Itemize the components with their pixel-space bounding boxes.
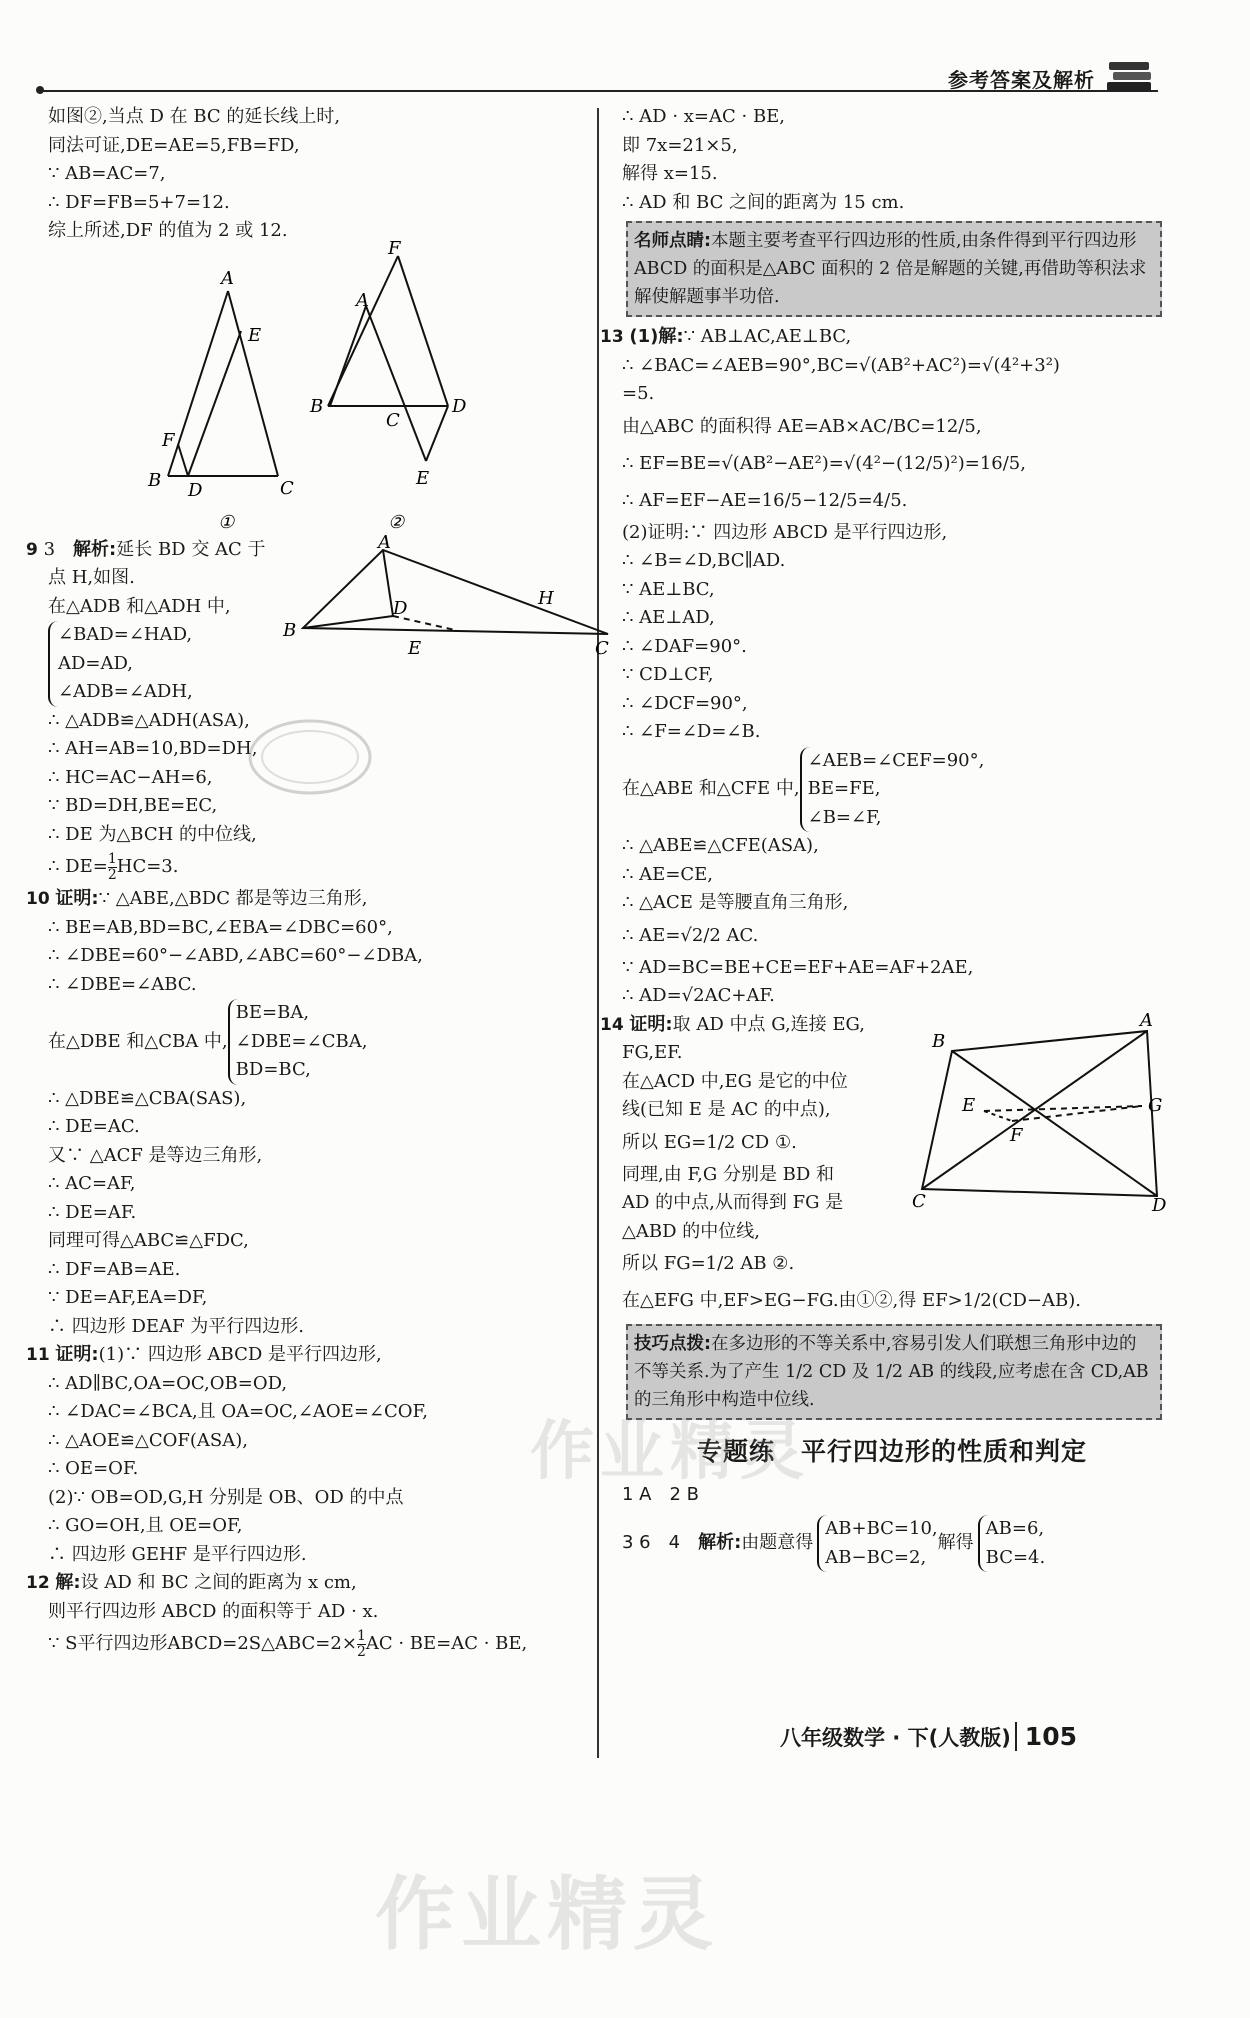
text-line: ∴ ∠BAC=∠AEB=90°,BC=√(AB²+AC²)=√(4²+3²)	[622, 354, 1060, 376]
fraction: $\frac{1}{2}$	[107, 850, 117, 883]
text-line: ∴ ∠DBE=60°−∠ABD,∠ABC=60°−∠DBA,	[48, 945, 423, 966]
q14-figure	[912, 1009, 1167, 1216]
left-column	[26, 103, 609, 1662]
text-line: ∴ BE=AB,BD=BC,∠EBA=∠DBC=60°,	[48, 916, 393, 938]
watermark: 作业精灵	[530, 1415, 810, 1489]
question-number: 11	[26, 1345, 50, 1365]
text-line: ∴ ∠F=∠D=∠B.	[622, 721, 761, 742]
section-title: 专题练 平行四边形的性质和判定	[696, 1437, 1087, 1466]
q9-fig-label: B	[283, 619, 297, 641]
text-line: 在△ABE 和△CFE 中,	[622, 778, 800, 799]
column-divider	[597, 108, 599, 1758]
text-line: ∴ AD=√2AC+AF.	[622, 985, 775, 1006]
question-number: 10	[26, 889, 50, 909]
text-line: 线(已知 E 是 AC 的中点),	[622, 1099, 831, 1120]
fig2-label: A	[356, 289, 369, 311]
text-line: ∴ AE=√2/2 AC.	[622, 924, 759, 946]
q9-fig-label: D	[393, 597, 408, 619]
text-line: 所以 FG=1/2 AB ②.	[622, 1253, 795, 1274]
text-line: ∠BAD=∠HAD,	[58, 624, 193, 645]
text-line: ∴ △DBE≌△CBA(SAS),	[48, 1087, 247, 1109]
text-line: 又∵ △ACF 是等边三角形,	[48, 1144, 263, 1166]
text-line: ∵ S平行四边形ABCD=2S△ABC=2×	[48, 1633, 357, 1654]
keyword: (1)解:	[629, 326, 684, 347]
text-line: 取 AD 中点 G,连接 EG,	[672, 1013, 865, 1035]
text-line: ∴ HC=AC−AH=6,	[48, 766, 213, 788]
answers-line: 3 6 4 解析: 由题意得 AB+BC=10, AB−BC=2, 解得 AB=6, BC=4.	[622, 1515, 1162, 1572]
triangle-figures	[48, 237, 588, 536]
text-line: ∴ 四边形 DEAF 为平行四边形.	[48, 1315, 304, 1337]
text-line: ∵ AE⊥BC,	[622, 578, 715, 600]
text-line: (2)证明:∵ 四边形 ABCD 是平行四边形,	[622, 521, 948, 543]
text-line: ∵ DE=AF,EA=DF,	[48, 1287, 208, 1308]
brace-system	[48, 999, 583, 1085]
q14-fig-label: C	[912, 1190, 926, 1212]
seal-stamp	[245, 715, 375, 800]
text-line: ∴ DF=AB=AE.	[48, 1258, 181, 1280]
q10-block	[26, 885, 583, 1341]
fig2-label: D	[452, 395, 467, 417]
fig1-label: A	[221, 267, 234, 289]
text-line: ∴ AD∥BC,OA=OC,OB=OD,	[48, 1372, 288, 1394]
text-line: ∴ AD 和 BC 之间的距离为 15 cm.	[622, 191, 905, 213]
text-line: ∴ △ADB≌△ADH(ASA),	[48, 709, 250, 731]
question-number: 13	[600, 327, 624, 347]
text-line: 在△ACD 中,EG 是它的中位	[622, 1070, 848, 1092]
footer-text: 八年级数学 · 下(人教版)	[780, 1726, 1011, 1750]
answer: 3	[43, 538, 56, 560]
text-line: ∴ EF=BE=√(AB²−AE²)=√(4²−(12/5)²)=16/5,	[622, 452, 1026, 474]
text-line: AD=AD,	[58, 652, 134, 674]
text-line: 在△EFG 中,EF>EG−FG.由①②,得 EF>1/2(CD−AB).	[622, 1290, 1081, 1311]
text-line: 设 AD 和 BC 之间的距离为 x cm,	[80, 1572, 357, 1593]
text-line: ∵ AB=AC=7,	[48, 163, 166, 184]
text-line: ∴ △ABE≌△CFE(ASA),	[622, 835, 819, 856]
text-line: (1)∵ 四边形 ABCD 是平行四边形,	[98, 1344, 382, 1365]
fig2-caption: ②	[388, 511, 405, 533]
text-line: 在△DBE 和△CBA 中,	[48, 1030, 228, 1052]
text-line: 即 7x=21×5,	[622, 134, 738, 156]
text-line: 所以 EG=1/2 CD ①.	[622, 1131, 797, 1153]
q14-fig-label: E	[962, 1094, 976, 1116]
text-line: FG,EF.	[622, 1042, 683, 1063]
books-icon	[1105, 58, 1155, 98]
figures-1-2	[48, 237, 583, 536]
text-line: ∴ △ACE 是等腰直角三角形,	[622, 892, 849, 913]
tip-tag: 名师点睛:	[634, 231, 711, 251]
keyword: 证明:	[629, 1013, 673, 1035]
keyword: 解析:	[73, 538, 117, 560]
text-line: HC=3.	[116, 856, 179, 877]
q14-fig-label: B	[932, 1030, 946, 1052]
text-line: 如图②,当点 D 在 BC 的延长线上时,	[48, 106, 341, 127]
text-line: ∠B=∠F,	[807, 806, 882, 828]
text-line: 延长 BD 交 AC 于	[116, 538, 266, 560]
text-line: 解得 x=15.	[622, 163, 718, 184]
text-line: ∵ BD=DH,BE=EC,	[48, 795, 218, 816]
fig1-label: C	[280, 477, 294, 499]
text-line: 则平行四边形 ABCD 的面积等于 AD · x.	[48, 1600, 379, 1622]
text-line: 同法可证,DE=AE=5,FB=FD,	[48, 134, 300, 156]
fig1-label: B	[148, 469, 162, 491]
fig2-label: C	[386, 409, 400, 431]
text-line: 同理,由 F,G 分别是 BD 和	[622, 1163, 835, 1185]
text-line: ∠AEB=∠CEF=90°,	[807, 749, 985, 771]
fig1-caption: ①	[218, 511, 235, 533]
brace-system	[622, 747, 1162, 833]
tip-box	[626, 221, 1162, 317]
fig1-label: D	[188, 479, 203, 501]
tip-text: 本题主要考查平行四边形的性质,由条件得到平行四边形 ABCD 的面积是△ABC 面积的 2 倍是解题的关键,再借助等积法求解使解题事半功倍.	[634, 231, 1147, 307]
fig1-label: E	[248, 324, 262, 346]
q14-fig-label: F	[1010, 1124, 1023, 1146]
q11-block	[26, 1341, 583, 1569]
text-line: BD=BC,	[235, 1059, 311, 1080]
text-line: ∴ ∠B=∠D,BC∥AD.	[622, 550, 786, 571]
q14-fig-label: G	[1148, 1094, 1163, 1116]
q13-block	[600, 323, 1162, 1011]
text-line: ∴ ∠DCF=90°,	[622, 692, 748, 714]
question-number: 9	[26, 539, 38, 560]
text-line: ∴ DE 为△BCH 的中位线,	[48, 823, 257, 845]
text-line: ∴ AF=EF−AE=16/5−12/5=4/5.	[622, 489, 908, 511]
text-line: △ABD 的中位线,	[622, 1220, 760, 1242]
q9-block	[26, 531, 609, 886]
text-line: 由△ABC 的面积得 AE=AB×AC/BC=12/5,	[622, 415, 982, 437]
text-line: (2)∵ OB=OD,G,H 分别是 OB、OD 的中点	[48, 1486, 404, 1508]
page-footer	[780, 1722, 1077, 1752]
q9-figure	[283, 531, 613, 659]
q9-fig-label: C	[595, 637, 609, 659]
brace-system: AB+BC=10, AB−BC=2,	[817, 1515, 937, 1572]
keyword: 解:	[55, 1572, 81, 1593]
page-number: 105	[1015, 1722, 1077, 1751]
text-line: ∵ CD⊥CF,	[622, 664, 714, 685]
text-line: ∴ DE=AF.	[48, 1201, 137, 1223]
text-line: 在△ADB 和△ADH 中,	[48, 595, 231, 617]
text-line: 同理可得△ABC≌△FDC,	[48, 1230, 249, 1251]
keyword: 证明:	[55, 888, 99, 909]
fig2-label: E	[416, 467, 430, 489]
text-line: ∴ GO=OH,且 OE=OF,	[48, 1515, 243, 1536]
header-title: 参考答案及解析	[948, 68, 1095, 92]
tip-tag: 技巧点拨:	[634, 1334, 711, 1354]
text-line: =5.	[622, 383, 655, 404]
right-column	[600, 103, 1167, 1572]
text-line: AC · BE=AC · BE,	[365, 1633, 528, 1654]
text-line: ∵ AD=BC=BE+CE=EF+AE=AF+2AE,	[622, 956, 974, 978]
brace-system: AB=6, BC=4.	[978, 1515, 1046, 1572]
answers-line: 1 A 2 B	[622, 1483, 700, 1505]
fig1-label: F	[162, 429, 175, 451]
question-number: 12	[26, 1573, 50, 1593]
keyword: 证明:	[55, 1344, 99, 1365]
text-line: ∴ DE=AC.	[48, 1116, 140, 1137]
tip-text: 在多边形的不等关系中,容易引发人们联想三角形中边的不等关系.为了产生 1/2 CD 及 1/2 AB 的线段,应考虑在含 CD,AB 的三角形中构造中位线.	[634, 1334, 1149, 1410]
text-line: ∴ AC=AF,	[48, 1173, 136, 1194]
text-line: ∠DBE=∠CBA,	[235, 1030, 368, 1052]
text-line: ∴ OE=OF.	[48, 1458, 139, 1479]
text-line: ∵ △ABE,△BDC 都是等边三角形,	[98, 888, 368, 909]
watermark: 作业精灵	[375, 1868, 719, 1961]
text-line: ∠ADB=∠ADH,	[58, 681, 193, 702]
q9-fig-label: H	[538, 587, 554, 609]
q9-fig-label: E	[408, 637, 422, 659]
text-line: ∴ △AOE≌△COF(ASA),	[48, 1429, 248, 1451]
text-line: BE=FE,	[807, 778, 881, 799]
text-line: ∴ AE=CE,	[622, 863, 714, 885]
fig2-label: B	[310, 395, 324, 417]
q14-fig-label: A	[1140, 1009, 1153, 1031]
text-line: 点 H,如图.	[48, 567, 135, 588]
text-line: ∴ 四边形 GEHF 是平行四边形.	[48, 1543, 307, 1565]
text-line: ∴ AE⊥AD,	[622, 607, 715, 628]
question-number: 14	[600, 1014, 624, 1035]
text-line: ∴ ∠DBE=∠ABC.	[48, 973, 197, 995]
text-line: ∴ DE=	[48, 856, 108, 877]
q14-fig-label: D	[1152, 1194, 1167, 1216]
text-line: 综上所述,DF 的值为 2 或 12.	[48, 220, 288, 241]
q9-fig-label: A	[378, 531, 391, 553]
q14-block	[600, 1009, 1167, 1321]
text-line: AD 的中点,从而得到 FG 是	[622, 1192, 844, 1213]
fig2-label: F	[388, 237, 401, 259]
text-line: ∴ AD · x=AC · BE,	[622, 106, 786, 127]
text-line: ∴ DF=FB=5+7=12.	[48, 191, 230, 213]
fraction: $\frac{1}{2}$	[356, 1627, 366, 1660]
text-line: ∴ ∠DAF=90°.	[622, 635, 747, 657]
text-line: ∵ AB⊥AC,AE⊥BC,	[683, 326, 852, 347]
text-line: ∴ ∠DAC=∠BCA,且 OA=OC,∠AOE=∠COF,	[48, 1401, 428, 1422]
text-line: ∴ AH=AB=10,BD=DH,	[48, 738, 258, 759]
text-line: BE=BA,	[235, 1002, 310, 1023]
q12-block	[26, 1569, 583, 1662]
